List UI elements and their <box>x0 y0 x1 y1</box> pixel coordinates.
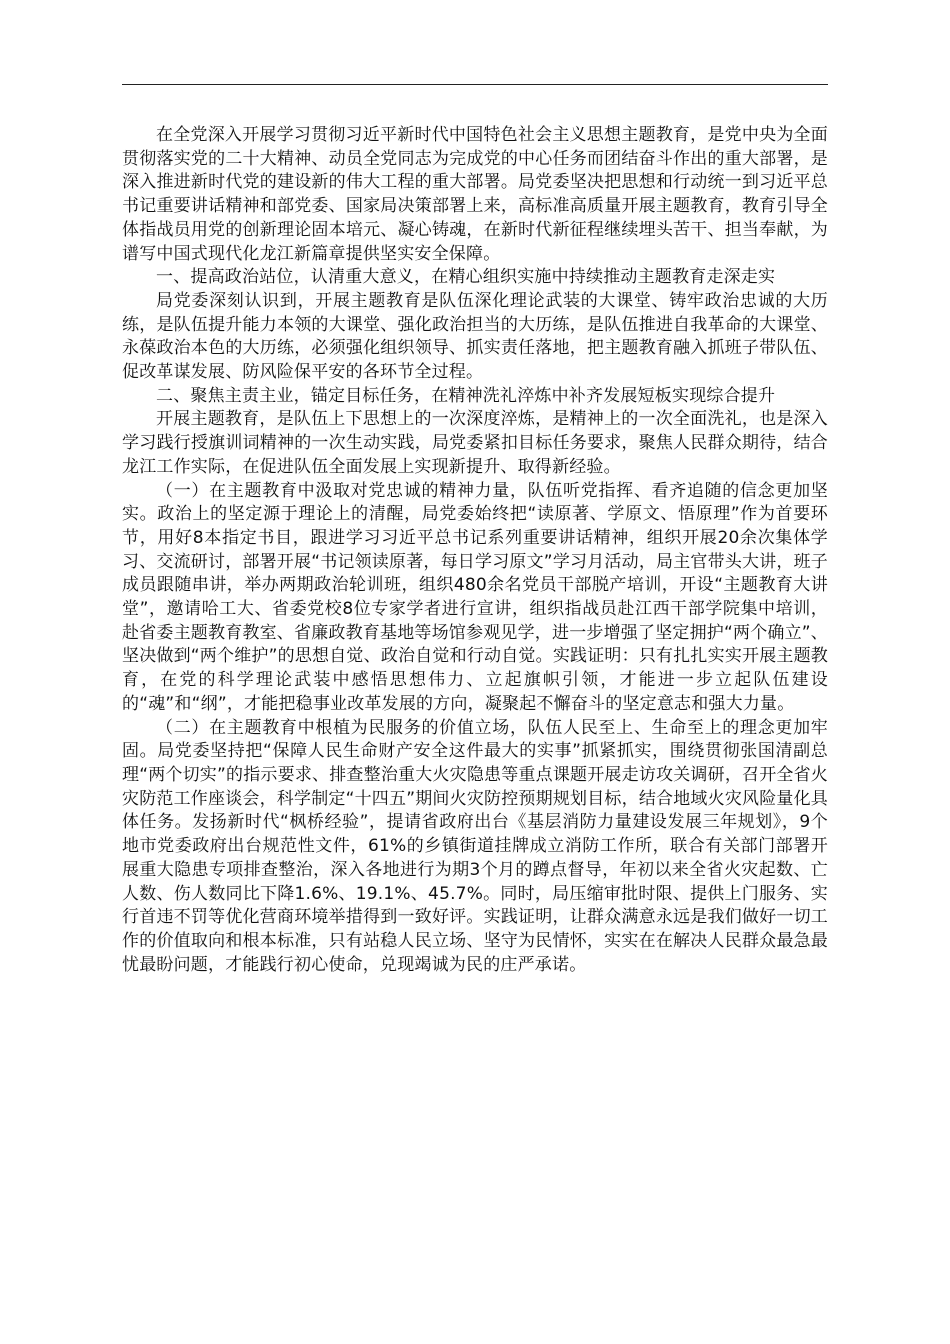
header-rule <box>122 84 828 85</box>
document-body <box>122 124 828 977</box>
section-heading-2: 二、聚焦主责主业，锚定目标任务，在精神洗礼淬炼中补齐发展短板实现综合提升 <box>156 385 776 406</box>
subsection-1-paragraph: （一）在主题教育中汲取对党忠诚的精神力量，队伍听党指挥、看齐追随的信念更加坚实。政治上的坚定源于理论上的清醒，局党委始终把“读原著、学原文、悟原理”作为首要环节，用好8本指定书目，跟进学习习近平总书记系列重要讲话精神，组织开展20余次集体学习、交流研讨，部署开展“书记领读原著，每日学习原文”学习月活动，局主官带头大讲，班子成员跟随串讲，举办两期政治轮训班，组织480余名党员干部脱产培训，开设“主题教育大讲堂”，邀请哈工大、省委党校8位专家学者进行宣讲，组织指战员赴江西干部学院集中培训，赴省委主题教育教室、省廉政教育基地等场馆参观见学，进一步增强了坚定拥护“两个确立”、坚决做到“两个维护”的思想自觉、政治自觉和行动自觉。实践证明：只有扎扎实实开展主题教育，在党的科学理论武装中感悟思想伟力、立起旗帜引领，才能进一步立起队伍建设的“魂”和“纲”，才能把稳事业改革发展的方向，凝聚起不懈奋斗的坚定意志和强大力量。 <box>122 480 829 714</box>
intro-paragraph: 在全党深入开展学习贯彻习近平新时代中国特色社会主义思想主题教育，是党中央为全面贯彻落实党的二十大精神、动员全党同志为完成党的中心任务而团结奋斗作出的重大部署，是深入推进新时代党的建设新的伟大工程的重大部署。局党委坚决把思想和行动统一到习近平总书记重要讲话精神和部党委、国家局决策部署上来，高标准高质量开展主题教育，教育引导全体指战员用党的创新理论固本培元、凝心铸魂，在新时代新征程继续埋头苦干、担当奉献，为谱写中国式现代化龙江新篇章提供坚实安全保障。 <box>122 125 828 264</box>
section-2-paragraph: 开展主题教育，是队伍上下思想上的一次深度淬炼，是精神上的一次全面洗礼，也是深入学习践行授旗训词精神的一次生动实践，局党委紧扣目标任务要求，聚焦人民群众期待，结合龙江工作实际，在促进队伍全面发展上实现新提升、取得新经验。 <box>122 409 828 477</box>
section-heading-1: 一、提高政治站位，认清重大意义，在精心组织实施中持续推动主题教育走深走实 <box>156 267 776 288</box>
subsection-2-paragraph: （二）在主题教育中根植为民服务的价值立场，队伍人民至上、生命至上的理念更加牢固。局党委坚持把“保障人民生命财产安全这件最大的实事”抓紧抓实，围绕贯彻张国清副总理“两个切实”的指示要求、排查整治重大火灾隐患等重点课题开展走访攻关调研，召开全省火灾防范工作座谈会，科学制定“十四五”期间火灾防控预期规划目标，结合地域火灾风险量化具体任务。发扬新时代“枫桥经验”，提请省政府出台《基层消防力量建设发展三年规划》，9个地市党委政府出台规范性文件，61%的乡镇街道挂牌成立消防工作所，联合有关部门部署开展重大隐患专项排查整治，深入各地进行为期3个月的蹲点督导，年初以来全省火灾起数、亡人数、伤人数同比下降1.6%、19.1%、45.7%。同时，局压缩审批时限、提供上门服务、实行首违不罚等优化营商环境举措得到一致好评。实践证明，让群众满意永远是我们做好一切工作的价值取向和根本标准，只有站稳人民立场、坚守为民情怀，实实在在解决人民群众最急最忧最盼问题，才能践行初心使命，兑现竭诚为民的庄严承诺。 <box>122 717 829 975</box>
section-1-paragraph: 局党委深刻认识到，开展主题教育是队伍深化理论武装的大课堂、铸牢政治忠诚的大历练，是队伍提升能力本领的大课堂、强化政治担当的大历练，是队伍推进自我革命的大课堂、永葆政治本色的大历练，必须强化组织领导、抓实责任落地，把主题教育融入抓班子带队伍、促改革谋发展、防风险保平安的各环节全过程。 <box>122 290 828 383</box>
